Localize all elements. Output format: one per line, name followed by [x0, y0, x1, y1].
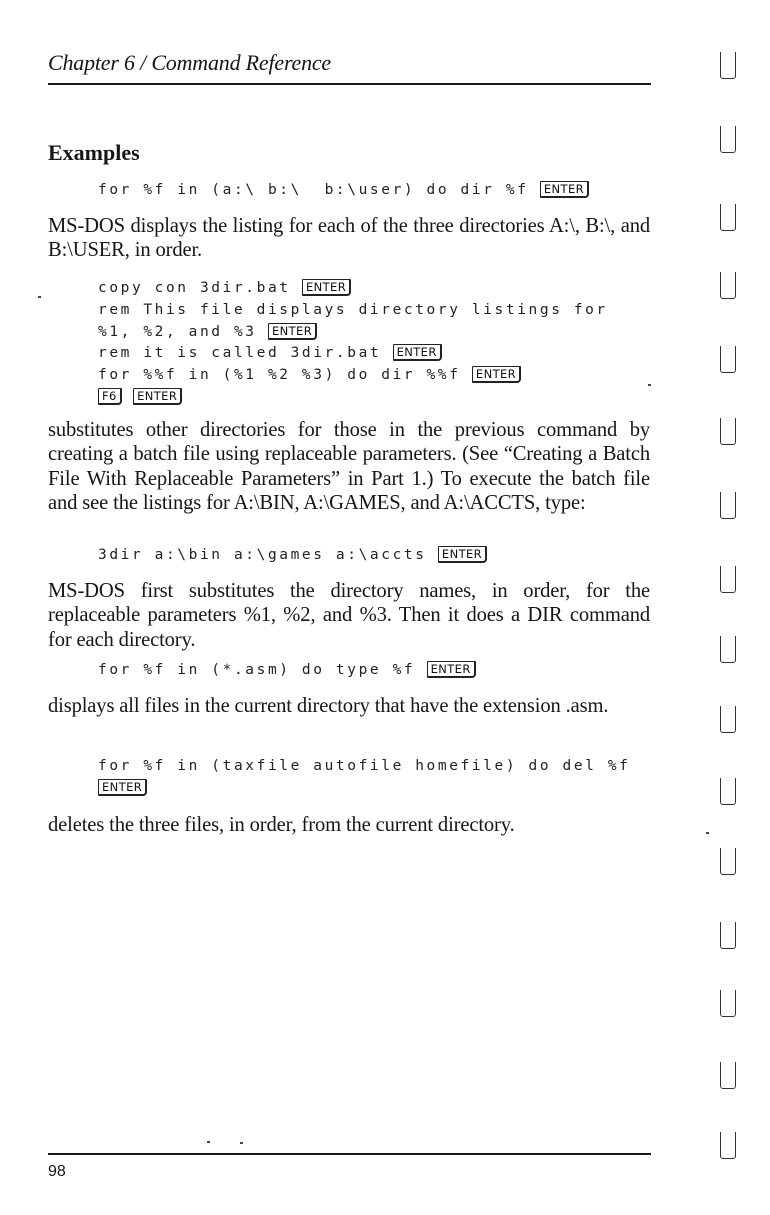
- speck: [207, 1141, 210, 1143]
- code-example-2: [98, 278, 608, 409]
- footer-rule: [48, 1153, 651, 1155]
- enter-key: ENTER: [472, 366, 521, 383]
- binder-tab-marks: [712, 0, 752, 1215]
- enter-key: ENTER: [268, 323, 317, 340]
- enter-key: ENTER: [302, 279, 351, 296]
- binder-mark: [720, 1062, 736, 1089]
- code-example-3: [98, 545, 487, 567]
- code-line: copy con 3dir.bat: [98, 280, 291, 296]
- running-header: Chapter 6 / Command Reference: [48, 50, 331, 75]
- paragraph-4: displays all files in the current directory that have the extension .asm.: [48, 695, 609, 717]
- page-number: 98: [48, 1163, 66, 1180]
- speck: [38, 296, 41, 298]
- binder-mark: [720, 706, 736, 733]
- enter-key: ENTER: [393, 344, 442, 361]
- code-example-5: [98, 756, 631, 800]
- binder-mark: [720, 566, 736, 593]
- binder-mark: [720, 636, 736, 663]
- paragraph-5: deletes the three files, in order, from the current directory.: [48, 814, 515, 836]
- speck: [648, 384, 651, 386]
- speck: [706, 832, 709, 834]
- paragraph-2: substitutes other directories for those in the previous command by creating a batch file using replaceable parameters. (See “Creating a Batch File With Replaceable Parameters” in Part 1.) To execute the batch file and see the listings for A:\BIN, A:\GAMES, and A:\ACCTS, type:: [48, 419, 650, 515]
- paragraph-3: MS-DOS first substitutes the directory names, in order, for the replaceable parameters %1, %2, and %3. Then it does a DIR command for each directory.: [48, 580, 650, 651]
- enter-key: ENTER: [540, 181, 589, 198]
- code-example-1: [98, 180, 589, 202]
- binder-mark: [720, 418, 736, 445]
- code-line: %1, %2, and %3: [98, 323, 257, 340]
- header-rule: [48, 83, 651, 85]
- code-line: 3dir a:\bin a:\games a:\accts: [98, 547, 427, 563]
- code-line: for %f in (a:\ b:\ b:\user) do dir %f: [98, 182, 529, 198]
- binder-mark: [720, 922, 736, 949]
- speck: [240, 1142, 243, 1144]
- enter-key: ENTER: [98, 779, 147, 796]
- code-line: rem it is called 3dir.bat: [98, 345, 382, 362]
- code-line: rem This file displays directory listings for: [98, 301, 608, 318]
- enter-key: ENTER: [133, 388, 182, 405]
- code-line: for %f in (taxfile autofile homefile) do del %f: [98, 758, 631, 774]
- section-heading: Examples: [48, 140, 140, 165]
- f6-key: F6: [98, 388, 122, 405]
- binder-mark: [720, 204, 736, 231]
- code-line: for %%f in (%1 %2 %3) do dir %%f: [98, 367, 461, 384]
- binder-mark: [720, 848, 736, 875]
- binder-mark: [720, 990, 736, 1017]
- binder-mark: [720, 52, 736, 79]
- binder-mark: [720, 492, 736, 519]
- binder-mark: [720, 778, 736, 805]
- enter-key: ENTER: [438, 546, 487, 563]
- code-line: for %f in (*.asm) do type %f: [98, 662, 416, 678]
- binder-mark: [720, 346, 736, 373]
- binder-mark: [720, 272, 736, 299]
- code-example-4: [98, 660, 476, 682]
- binder-mark: [720, 1132, 736, 1159]
- binder-mark: [720, 126, 736, 153]
- paragraph-1: MS-DOS displays the listing for each of the three directories A:\, B:\, and B:\USER, in order.: [48, 215, 650, 262]
- enter-key: ENTER: [427, 661, 476, 678]
